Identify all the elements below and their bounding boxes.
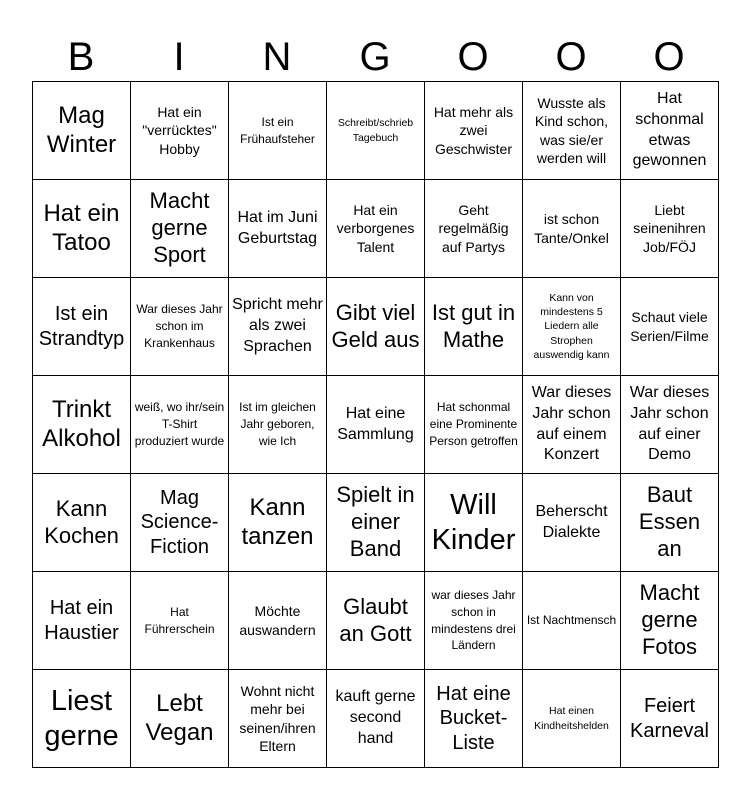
- bingo-cell-r5-c4[interactable]: war dieses Jahr schon in mindestens drei Ländern: [425, 572, 523, 670]
- bingo-cell-r0-c3[interactable]: Schreibt/schrieb Tagebuch: [327, 82, 425, 180]
- header-letter-g: G: [359, 35, 391, 79]
- bingo-cell-r2-c5[interactable]: Kann von mindestens 5 Liedern alle Strophen auswendig kann: [523, 278, 621, 376]
- bingo-cell-r2-c6[interactable]: Schaut viele Serien/Filme: [621, 278, 719, 376]
- bingo-cell-r1-c6[interactable]: Liebt seinenihren Job/FÖJ: [621, 180, 719, 278]
- bingo-cell-r3-c0[interactable]: Trinkt Alkohol: [33, 376, 131, 474]
- bingo-cell-r5-c3[interactable]: Glaubt an Gott: [327, 572, 425, 670]
- bingo-cell-r4-c4[interactable]: Will Kinder: [425, 474, 523, 572]
- bingo-cell-r5-c2[interactable]: Möchte auswandern: [229, 572, 327, 670]
- header-letter-i: I: [173, 35, 185, 79]
- header-letter-n: N: [262, 35, 292, 79]
- bingo-cell-r1-c1[interactable]: Macht gerne Sport: [131, 180, 229, 278]
- bingo-cell-r6-c0[interactable]: Liest gerne: [33, 670, 131, 768]
- bingo-cell-r6-c2[interactable]: Wohnt nicht mehr bei seinen/ihren Eltern: [229, 670, 327, 768]
- bingo-header: [32, 30, 718, 84]
- header-letter-o-1: O: [457, 35, 489, 79]
- bingo-cell-r5-c6[interactable]: Macht gerne Fotos: [621, 572, 719, 670]
- bingo-cell-r2-c3[interactable]: Gibt viel Geld aus: [327, 278, 425, 376]
- header-letter-o-3: O: [653, 35, 685, 79]
- bingo-cell-r6-c6[interactable]: Feiert Karneval: [621, 670, 719, 768]
- bingo-cell-r3-c2[interactable]: Ist im gleichen Jahr geboren, wie Ich: [229, 376, 327, 474]
- bingo-cell-r0-c6[interactable]: Hat schonmal etwas gewonnen: [621, 82, 719, 180]
- bingo-cell-r2-c1[interactable]: War dieses Jahr schon im Krankenhaus: [131, 278, 229, 376]
- bingo-cell-r1-c3[interactable]: Hat ein verborgenes Talent: [327, 180, 425, 278]
- bingo-cell-r4-c0[interactable]: Kann Kochen: [33, 474, 131, 572]
- bingo-cell-r2-c4[interactable]: Ist gut in Mathe: [425, 278, 523, 376]
- bingo-cell-r0-c1[interactable]: Hat ein "verrücktes" Hobby: [131, 82, 229, 180]
- bingo-cell-r0-c0[interactable]: Mag Winter: [33, 82, 131, 180]
- bingo-cell-r4-c5[interactable]: Beherscht Dialekte: [523, 474, 621, 572]
- bingo-cell-r4-c1[interactable]: Mag Science-Fiction: [131, 474, 229, 572]
- bingo-cell-r5-c5[interactable]: Ist Nachtmensch: [523, 572, 621, 670]
- bingo-cell-r0-c4[interactable]: Hat mehr als zwei Geschwister: [425, 82, 523, 180]
- bingo-cell-r1-c2[interactable]: Hat im Juni Geburtstag: [229, 180, 327, 278]
- bingo-cell-r5-c1[interactable]: Hat Führerschein: [131, 572, 229, 670]
- header-letter-o-2: O: [555, 35, 587, 79]
- bingo-cell-r6-c3[interactable]: kauft gerne second hand: [327, 670, 425, 768]
- bingo-cell-r1-c4[interactable]: Geht regelmäßig auf Partys: [425, 180, 523, 278]
- bingo-cell-r4-c6[interactable]: Baut Essen an: [621, 474, 719, 572]
- header-letter-b: B: [67, 35, 95, 79]
- bingo-cell-r3-c1[interactable]: weiß, wo ihr/sein T-Shirt produziert wurde: [131, 376, 229, 474]
- bingo-cell-r6-c5[interactable]: Hat einen Kindheitshelden: [523, 670, 621, 768]
- bingo-cell-r3-c4[interactable]: Hat schonmal eine Prominente Person getroffen: [425, 376, 523, 474]
- bingo-cell-r3-c3[interactable]: Hat eine Sammlung: [327, 376, 425, 474]
- bingo-board: [32, 81, 719, 768]
- bingo-cell-r2-c0[interactable]: Ist ein Strandtyp: [33, 278, 131, 376]
- bingo-cell-r1-c5[interactable]: ist schon Tante/Onkel: [523, 180, 621, 278]
- bingo-cell-r4-c3[interactable]: Spielt in einer Band: [327, 474, 425, 572]
- bingo-cell-r2-c2[interactable]: Spricht mehr als zwei Sprachen: [229, 278, 327, 376]
- bingo-cell-r0-c5[interactable]: Wusste als Kind schon, was sie/er werden will: [523, 82, 621, 180]
- bingo-cell-r6-c4[interactable]: Hat eine Bucket-Liste: [425, 670, 523, 768]
- bingo-cell-r5-c0[interactable]: Hat ein Haustier: [33, 572, 131, 670]
- bingo-cell-r3-c5[interactable]: War dieses Jahr schon auf einem Konzert: [523, 376, 621, 474]
- bingo-cell-r6-c1[interactable]: Lebt Vegan: [131, 670, 229, 768]
- bingo-cell-r1-c0[interactable]: Hat ein Tatoo: [33, 180, 131, 278]
- bingo-cell-r0-c2[interactable]: Ist ein Frühaufsteher: [229, 82, 327, 180]
- bingo-cell-r4-c2[interactable]: Kann tanzen: [229, 474, 327, 572]
- bingo-cell-r3-c6[interactable]: War dieses Jahr schon auf einer Demo: [621, 376, 719, 474]
